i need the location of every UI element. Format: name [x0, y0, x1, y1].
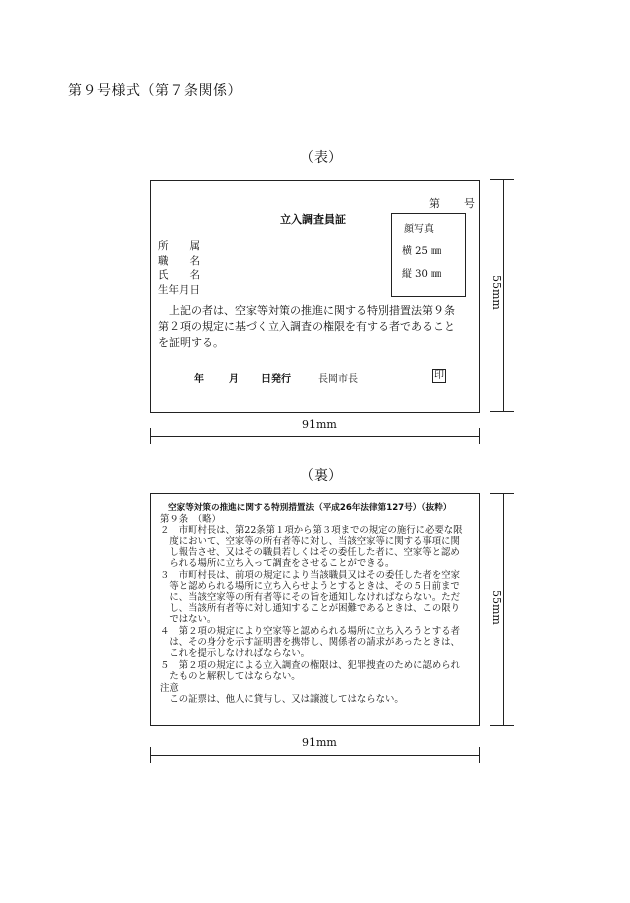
issue-month: 月 [229, 374, 239, 385]
note-text: この証票は、他人に貸与し、又は譲渡してはならない。 [160, 694, 404, 705]
law-line: は、その身分を示す証明書を携帯し、関係者の請求があったときは、 [160, 637, 460, 648]
law-line: し、当該所有者等に対し通知することが困難であるときは、この限り [160, 603, 461, 614]
law-line: られる場所に立ち入って調査をさせることができる。 [160, 558, 395, 569]
photo-height: 縦 30 ㎜ [402, 269, 442, 280]
back-height-tick-top [490, 493, 514, 494]
law-line: ５ 第２項の規定による立入調査の権限は、犯罪捜査のために認められ [160, 660, 461, 671]
law-line: ではない。 [160, 614, 217, 625]
back-heading: 空家等対策の推進に関する特別措置法（平成26年法律第127号）（抜粋） [168, 503, 452, 513]
field-name: 氏 名 [158, 269, 200, 281]
certification-text: 上記の者は、空家等対策の推進に関する特別措置法第９条 第２項の規定に基づく立入調査の権限を有する者であること を証明する。 [158, 304, 455, 349]
law-line: たものと解釈してはならない。 [160, 671, 301, 682]
back-width-dim: 91mm [302, 736, 337, 749]
law-line: 度において、空家等の所有者等に対し、当該空家等に関する事項に関 [160, 536, 460, 547]
front-label: （表） [300, 150, 342, 166]
photo-title: 顔写真 [404, 224, 434, 235]
back-label: （裏） [300, 468, 342, 484]
number-suffix: 号 [464, 197, 475, 210]
law-line: し報告させ、又はその職員若しくはその委任した者に、空家等と認め [160, 547, 460, 558]
front-width-dim: 91mm [302, 418, 337, 431]
form-title: 第９号様式（第７条関係） [68, 83, 242, 99]
issue-year: 年 [194, 374, 204, 385]
card-title: 立入調査員証 [280, 213, 346, 226]
front-card [150, 180, 480, 413]
law-line: 第９条 （略） [160, 514, 221, 525]
law-line: 等と認められる場所に立ち入らせようとするときは、その５日前まで [160, 581, 460, 592]
issue-day: 日発行 [261, 374, 291, 385]
back-height-line [503, 493, 504, 725]
note-heading: 注意 [160, 683, 179, 694]
seal-mark: 印 [434, 370, 444, 381]
law-line: に、当該空家等の所有者等にその旨を通知しなければならない。ただ [160, 592, 461, 603]
number-label: 第 [429, 197, 440, 210]
field-job-title: 職 名 [158, 254, 200, 267]
back-height-dim: 55mm [490, 590, 503, 625]
front-height-tick-bottom [490, 411, 514, 412]
law-line: ３ 市町村長は、前項の規定により当該職員又はその委任した者を空家 [160, 570, 461, 581]
field-affiliation: 所 属 [158, 240, 200, 252]
back-width-line [150, 755, 480, 756]
field-birthdate: 生年月日 [158, 283, 200, 296]
photo-box [391, 213, 466, 297]
front-height-tick-top [490, 179, 514, 180]
front-height-line [503, 179, 504, 411]
front-height-dim: 55mm [490, 275, 503, 310]
front-width-line [150, 436, 480, 437]
back-height-tick-bottom [490, 725, 514, 726]
photo-width: 横 25 ㎜ [402, 246, 442, 257]
field-labels [158, 239, 200, 297]
back-card [150, 493, 480, 726]
issuer: 長岡市長 [318, 374, 358, 385]
law-line: ２ 市町村長は、第22条第１項から第３項までの規定の施行に必要な限 [160, 525, 463, 536]
law-line: ４ 第２項の規定により空家等と認められる場所に立ち入ろうとする者 [160, 626, 461, 637]
law-line: これを提示しなければならない。 [160, 648, 311, 659]
